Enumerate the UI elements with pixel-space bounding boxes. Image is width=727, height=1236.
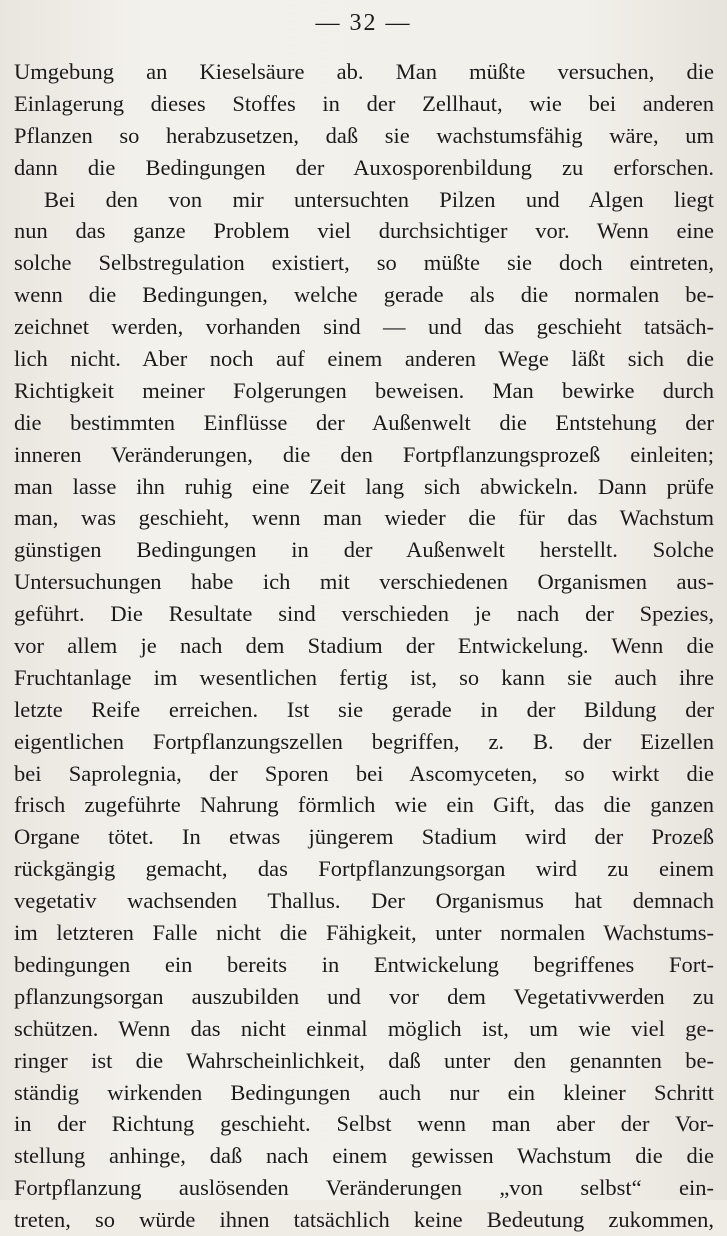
text-line: geführt. Die Resultate sind verschieden je nach der Spezies, bbox=[14, 601, 714, 627]
text-line: Einlagerung dieses Stoffes in der Zellhaut, wie bei anderen bbox=[14, 90, 714, 116]
text-line: eigentlichen Fortpflanzungszellen begriffen, z. B. der Eizellen bbox=[14, 728, 714, 754]
text-line: man, was geschieht, wenn man wieder die für das Wachstum bbox=[14, 505, 714, 531]
page-number: — 32 — bbox=[315, 10, 412, 36]
text-line: bei Saprolegnia, der Sporen bei Ascomyceten, so wirkt die bbox=[14, 760, 714, 786]
text-line: vor allem je nach dem Stadium der Entwickelung. Wenn die bbox=[14, 633, 714, 659]
text-line: Pflanzen so herabzusetzen, daß sie wachstumsfähig wäre, um bbox=[14, 122, 714, 148]
text-line: im letzteren Falle nicht die Fähigkeit, unter normalen Wachstums- bbox=[14, 920, 714, 946]
text-line: ringer ist die Wahrscheinlichkeit, daß unter den genannten be- bbox=[14, 1047, 714, 1073]
text-line: dann die Bedingungen der Auxosporenbildung zu erforschen. bbox=[14, 154, 714, 180]
text-line: treten, so würde ihnen tatsächlich keine Bedeutung zukommen, bbox=[14, 1207, 714, 1233]
text-line: zeichnet werden, vorhanden sind — und das geschieht tatsäch- bbox=[14, 314, 714, 340]
text-line: stellung anhinge, daß nach einem gewissen Wachstum die die bbox=[14, 1143, 714, 1169]
text-line: wenn die Bedingungen, welche gerade als die normalen be- bbox=[14, 282, 714, 308]
text-line: inneren Veränderungen, die den Fortpflanzungsprozeß einleiten; bbox=[14, 441, 714, 467]
text-line: pflanzungsorgan auszubilden und vor dem Vegetativwerden zu bbox=[14, 983, 714, 1009]
text-line: man lasse ihn ruhig eine Zeit lang sich abwickeln. Dann prüfe bbox=[14, 473, 714, 499]
text-line: günstigen Bedingungen in der Außenwelt herstellt. Solche bbox=[14, 537, 714, 563]
text-line: frisch zugeführte Nahrung förmlich wie ein Gift, das die ganzen bbox=[14, 792, 714, 818]
text-line: solche Selbstregulation existiert, so müßte sie doch eintreten, bbox=[14, 250, 714, 276]
text-line: Untersuchungen habe ich mit verschiedenen Organismen aus- bbox=[14, 569, 714, 595]
text-line: in der Richtung geschieht. Selbst wenn man aber der Vor- bbox=[14, 1111, 714, 1137]
text-line: die bestimmten Einflüsse der Außenwelt die Entstehung der bbox=[14, 409, 714, 435]
text-line: vegetativ wachsenden Thallus. Der Organismus hat demnach bbox=[14, 888, 714, 914]
text-line: schützen. Wenn das nicht einmal möglich ist, um wie viel ge- bbox=[14, 1015, 714, 1041]
body-text bbox=[14, 56, 714, 1236]
text-line: Richtigkeit meiner Folgerungen beweisen. Man bewirke durch bbox=[14, 377, 714, 403]
text-line: Fruchtanlage im wesentlichen fertig ist, so kann sie auch ihre bbox=[14, 664, 714, 690]
text-line: Organe tötet. In etwas jüngerem Stadium wird der Prozeß bbox=[14, 824, 714, 850]
text-line: lich nicht. Aber noch auf einem anderen Wege läßt sich die bbox=[14, 346, 714, 372]
text-line: Bei den von mir untersuchten Pilzen und Algen liegt bbox=[44, 186, 714, 212]
text-line: nun das ganze Problem viel durchsichtiger vor. Wenn eine bbox=[14, 218, 714, 244]
text-line: bedingungen ein bereits in Entwickelung begriffenes Fort- bbox=[14, 951, 714, 977]
text-line: Umgebung an Kieselsäure ab. Man müßte versuchen, die bbox=[14, 59, 714, 84]
text-line: ständig wirkenden Bedingungen auch nur ein kleiner Schritt bbox=[14, 1079, 714, 1105]
text-line: Fortpflanzung auslösenden Veränderungen „von selbst“ ein- bbox=[14, 1175, 714, 1201]
text-line: rückgängig gemacht, das Fortpflanzungsorgan wird zu einem bbox=[14, 856, 714, 882]
text-line: letzte Reife erreichen. Ist sie gerade in der Bildung der bbox=[14, 696, 714, 722]
